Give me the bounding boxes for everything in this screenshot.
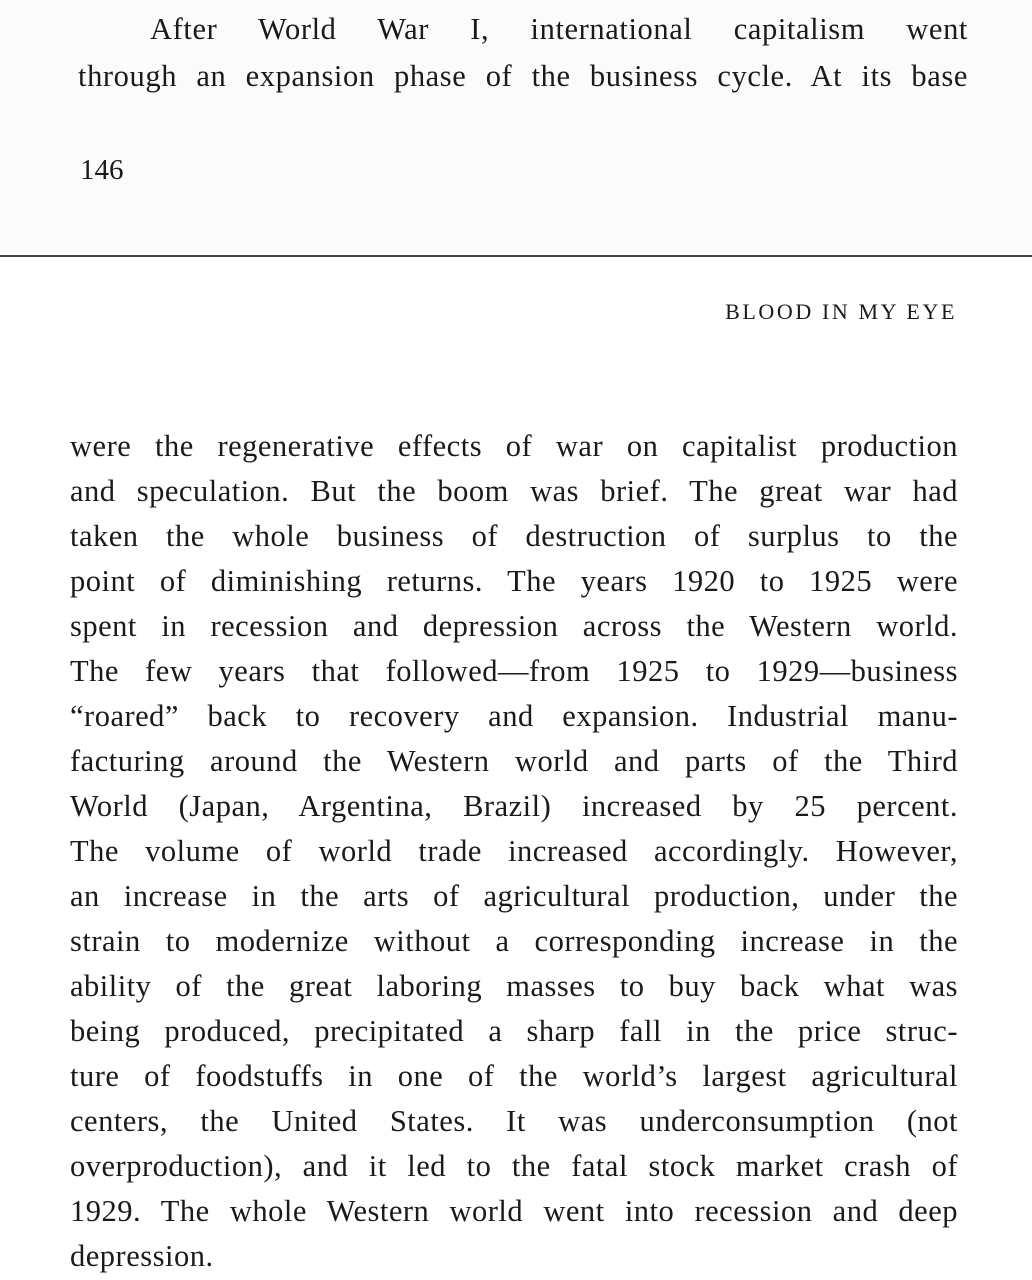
text-line: being produced, precipitated a sharp fall in the price struc- [70, 1014, 958, 1048]
text-line: 1929. The whole Western world went into recession and deep [70, 1194, 958, 1228]
text-line: “roared” back to recovery and expansion. Industrial manu- [70, 699, 958, 733]
page-number: 146 [80, 154, 124, 186]
body-paragraph [70, 424, 958, 1279]
top-paragraph [78, 6, 968, 100]
text-line: strain to modernize without a corresponding increase in the [70, 924, 958, 958]
text-line: After World War I, international capitalism went [150, 12, 968, 46]
text-line: taken the whole business of destruction of surplus to the [70, 519, 958, 553]
text-line: facturing around the Western world and parts of the Third [70, 744, 958, 778]
top-page [0, 0, 1032, 255]
text-line: The volume of world trade increased accordingly. However, [70, 834, 958, 868]
text-line: World (Japan, Argentina, Brazil) increased by 25 percent. [70, 789, 958, 823]
text-line: and speculation. But the boom was brief. The great war had [70, 474, 958, 508]
text-line: depression. [70, 1239, 214, 1273]
text-line: through an expansion phase of the business cycle. At its base [78, 59, 968, 93]
text-line: an increase in the arts of agricultural production, under the [70, 879, 958, 913]
text-line: ability of the great laboring masses to buy back what was [70, 969, 958, 1003]
text-line: centers, the United States. It was underconsumption (not [70, 1104, 958, 1138]
text-line: were the regenerative effects of war on capitalist production [70, 429, 958, 463]
page-divider [0, 255, 1032, 257]
running-head: BLOOD IN MY EYE [725, 299, 957, 324]
text-line: point of diminishing returns. The years 1920 to 1925 were [70, 564, 958, 598]
text-line: The few years that followed—from 1925 to 1929—business [70, 654, 958, 688]
text-line: overproduction), and it led to the fatal stock market crash of [70, 1149, 958, 1183]
text-line: ture of foodstuffs in one of the world’s largest agricultural [70, 1059, 958, 1093]
text-line: spent in recession and depression across the Western world. [70, 609, 958, 643]
